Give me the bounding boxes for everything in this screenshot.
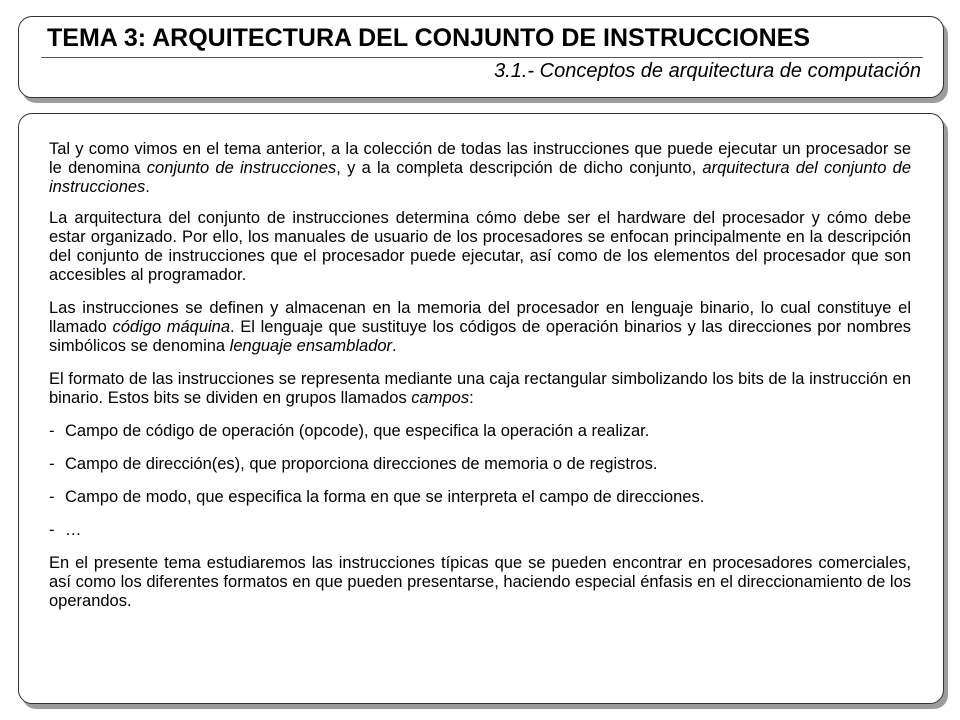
title-divider [41, 57, 923, 58]
bullet-dash: - [49, 488, 55, 506]
content-panel [18, 113, 944, 704]
paragraph-5: En el presente tema estudiaremos las instrucciones típicas que se pueden encontrar en procesadores comerciales, así como los diferentes formatos en que pueden presentarse, haciendo especial énfasis en el direccionamiento de los operandos. [49, 554, 911, 610]
paragraph-1-term-1: conjunto de instrucciones [146, 159, 337, 177]
paragraph-3-term-1: código máquina [112, 318, 231, 336]
paragraph-4-text-a: El formato de las instrucciones se representa mediante una caja rectangular simbolizando los bits de la instrucción en binario. Estos bits se dividen en grupos llamados [49, 370, 911, 407]
paragraph-4 [49, 370, 911, 408]
paragraph-1-text-c: , y a la completa descripción de dicho conjunto, [336, 159, 703, 177]
paragraph-3-term-2: lenguaje ensamblador [229, 337, 393, 355]
paragraph-4-term: campos [411, 389, 470, 407]
section-subtitle: 3.1.- Conceptos de arquitectura de computación [494, 60, 921, 82]
paragraph-3-text-a: Las instrucciones se definen y almacenan en la memoria del procesador en lenguaje binario, lo cual constituye el llamado [49, 299, 911, 336]
paragraph-3 [49, 299, 911, 356]
list-item-text: Campo de modo, que especifica la forma en que se interpreta el campo de direcciones. [65, 488, 705, 506]
paragraph-1 [49, 140, 911, 197]
bullet-dash: - [49, 422, 55, 440]
content-body [49, 140, 911, 625]
list-item [49, 455, 911, 474]
bullet-dash: - [49, 455, 55, 473]
list-item [49, 521, 911, 540]
paragraph-3-text-c: . El lenguaje que sustituye los códigos de operación binarios y las direcciones por nombres simbólicos se denomina [49, 318, 911, 355]
paragraph-1-term-2: arquitectura del conjunto de instrucciones [49, 159, 911, 196]
list-item [49, 422, 911, 441]
paragraph-1-text-e: . [145, 178, 150, 196]
paragraph-2: La arquitectura del conjunto de instrucciones determina cómo debe ser el hardware del procesador y cómo debe estar organizado. Por ello, los manuales de usuario de los procesadores se enfocan principalmente en la descripción del conjunto de instrucciones que el procesador puede ejecutar, así como de los elementos del procesador que son accesibles al programador. [49, 209, 911, 284]
page-title: TEMA 3: ARQUITECTURA DEL CONJUNTO DE INSTRUCCIONES [47, 24, 811, 52]
paragraph-3-text-e: . [392, 337, 397, 355]
bullet-dash: - [49, 521, 55, 539]
list-item-text: … [65, 521, 82, 539]
paragraph-1-text-a: Tal y como vimos en el tema anterior, a la colección de todas las instrucciones que puede ejecutar un procesador se le denomina [49, 140, 911, 177]
paragraph-4-text-c: : [469, 389, 474, 407]
header-panel [18, 16, 944, 98]
list-item [49, 488, 911, 507]
list-item-text: Campo de código de operación (opcode), que especifica la operación a realizar. [65, 422, 650, 440]
list-item-text: Campo de dirección(es), que proporciona direcciones de memoria o de registros. [65, 455, 658, 473]
